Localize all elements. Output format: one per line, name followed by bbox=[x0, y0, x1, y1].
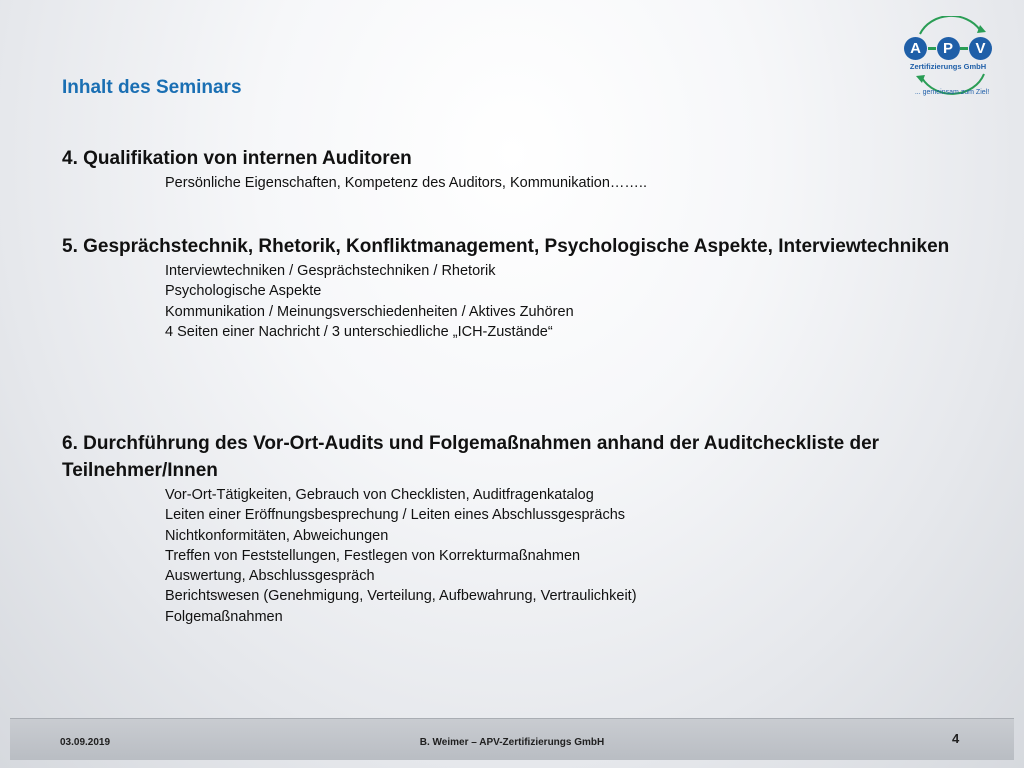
section-6 bbox=[62, 430, 962, 627]
section-heading: 6. Durchführung des Vor-Ort-Audits und Folgemaßnahmen anhand der Auditcheckliste der Teilnehmer/Innen bbox=[62, 433, 880, 481]
list-item: Interviewtechniken / Gesprächstechniken / Rhetorik bbox=[165, 263, 496, 279]
logo-letter-p: P bbox=[937, 37, 960, 60]
footer-date: 03.09.2019 bbox=[60, 737, 111, 748]
list-item: Persönliche Eigenschaften, Kompetenz des Auditors, Kommunikation…….. bbox=[165, 175, 647, 191]
list-item: Psychologische Aspekte bbox=[165, 283, 322, 300]
section-4 bbox=[62, 145, 962, 193]
list-item: Berichtswesen (Genehmigung, Verteilung, Aufbewahrung, Vertraulichkeit) bbox=[165, 588, 637, 605]
list-item: Auswertung, Abschlussgespräch bbox=[165, 568, 375, 585]
section-heading: 5. Gesprächstechnik, Rhetorik, Konfliktmanagement, Psychologische Aspekte, Interviewtechniken bbox=[62, 236, 950, 257]
list-item: Folgemaßnahmen bbox=[165, 608, 283, 625]
list-item: 4 Seiten einer Nachricht / 3 unterschiedliche „ICH-Zustände“ bbox=[165, 323, 553, 340]
logo-dash bbox=[928, 47, 936, 50]
logo-subtitle: Zertifizierungs GmbH bbox=[909, 62, 987, 71]
list-item: Vor-Ort-Tätigkeiten, Gebrauch von Checklisten, Auditfragenkatalog bbox=[165, 487, 594, 503]
section-items bbox=[165, 261, 962, 342]
page-number: 4 bbox=[952, 731, 960, 746]
logo-dash bbox=[960, 47, 968, 50]
logo-letter-v: V bbox=[969, 37, 992, 60]
list-item: Kommunikation / Meinungsverschiedenheiten / Aktives Zuhören bbox=[165, 303, 574, 320]
logo-letters bbox=[904, 36, 992, 60]
section-items bbox=[165, 485, 962, 627]
section-heading: 4. Qualifikation von internen Auditoren bbox=[62, 148, 412, 169]
section-items bbox=[165, 173, 962, 193]
footer-author: B. Weimer – APV-Zertifizierungs GmbH bbox=[419, 737, 605, 748]
list-item: Treffen von Feststellungen, Festlegen von Korrekturmaßnahmen bbox=[165, 547, 581, 564]
section-5 bbox=[62, 233, 962, 342]
list-item: Leiten einer Eröffnungsbesprechung / Leiten eines Abschlussgesprächs bbox=[165, 507, 626, 524]
list-item: Nichtkonformitäten, Abweichungen bbox=[165, 527, 389, 544]
apv-logo bbox=[898, 16, 1002, 100]
logo-letter-a: A bbox=[904, 37, 927, 60]
logo-slogan: ... gemeinsam zum Ziel! bbox=[914, 89, 990, 96]
slide-title: Inhalt des Seminars bbox=[62, 77, 242, 98]
